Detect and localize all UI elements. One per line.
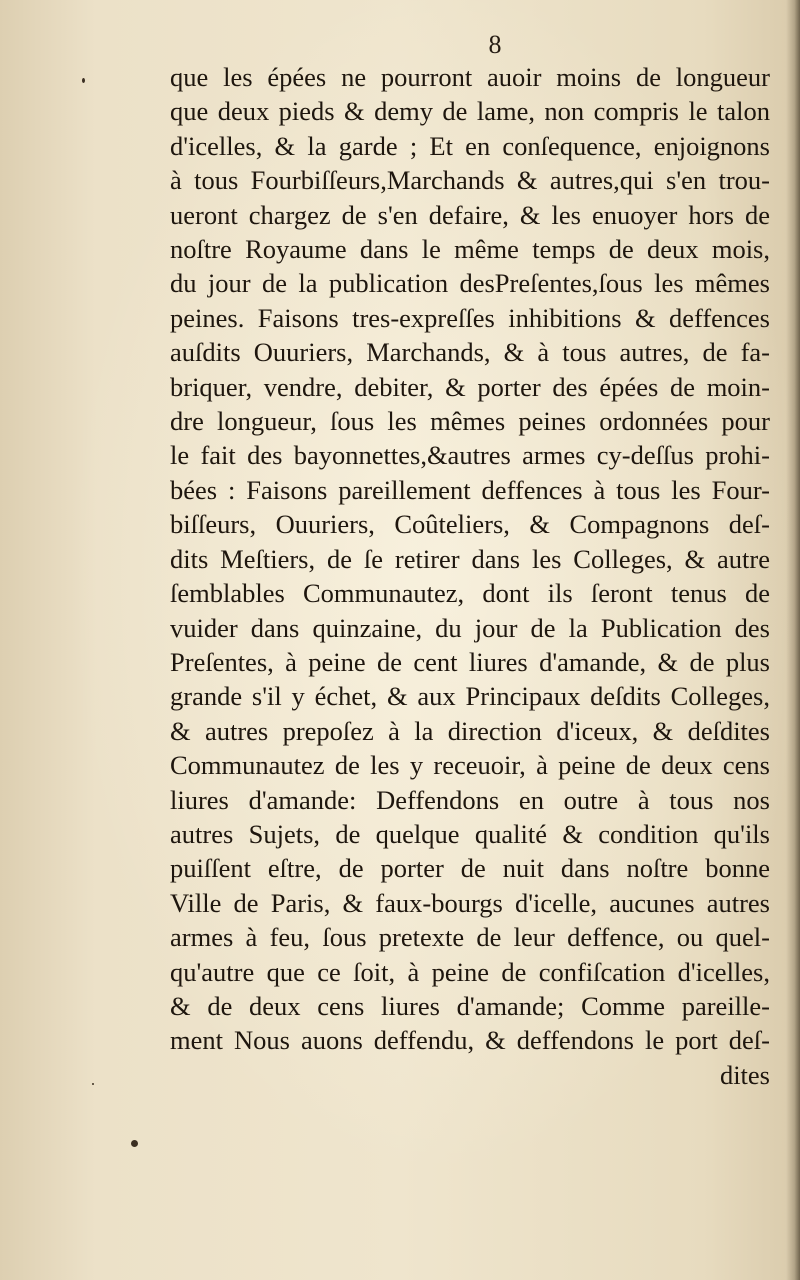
text-line: Communautez de les y receuoir, à peine de deux cens xyxy=(170,750,770,781)
ink-speck xyxy=(82,78,85,83)
text-line: Ville de Paris, & faux-bourgs d'icelle, aucunes autres xyxy=(170,887,770,918)
text-line: le fait des bayonnettes,&autres armes cy-deſſus prohi- xyxy=(170,440,770,471)
text-line: auſdits Ouuriers, Marchands, & à tous autres, de fa- xyxy=(170,337,770,368)
text-line: ment Nous auons deffendu, & deffendons le port deſ- xyxy=(170,1025,770,1056)
ink-speck xyxy=(92,1083,94,1085)
text-line: autres Sujets, de quelque qualité & condition qu'ils xyxy=(170,818,770,849)
text-line: peines. Faisons tres-expreſſes inhibitions & deffences xyxy=(170,302,770,333)
text-line: biſſeurs, Ouuriers, Coûteliers, & Compagnons deſ- xyxy=(170,509,770,540)
text-line: liures d'amande: Deffendons en outre à tous nos xyxy=(170,784,770,815)
text-line: dits Meſtiers, de ſe retirer dans les Colleges, & autre xyxy=(170,543,770,574)
text-line: qu'autre que ce ſoit, à peine de confiſcation d'icelles, xyxy=(170,956,770,987)
text-line: ſemblables Communautez, dont ils ſeront tenus de xyxy=(170,578,770,609)
text-line: à tous Fourbiſſeurs,Marchands & autres,qui s'en trou- xyxy=(170,165,770,196)
text-line: & autres prepoſez à la direction d'iceux, & deſdites xyxy=(170,715,770,746)
text-line: bées : Faisons pareillement deffences à tous les Four- xyxy=(170,474,770,505)
page-edge-shadow xyxy=(786,0,800,1280)
text-line: Preſentes, à peine de cent liures d'amande, & de plus xyxy=(170,646,770,677)
text-line: & de deux cens liures d'amande; Comme pareille- xyxy=(170,990,770,1021)
text-line: noſtre Royaume dans le même temps de deux mois, xyxy=(170,234,770,265)
ink-speck xyxy=(131,1140,138,1147)
text-line: grande s'il y échet, & aux Principaux deſdits Colleges, xyxy=(170,681,770,712)
body-text xyxy=(170,60,770,1092)
text-line: briquer, vendre, debiter, & porter des épées de moin- xyxy=(170,371,770,402)
text-line: ueront chargez de s'en defaire, & les enuoyer hors de xyxy=(170,199,770,230)
text-line: puiſſent eſtre, de porter de nuit dans noſtre bonne xyxy=(170,853,770,884)
text-line: d'icelles, & la garde ; Et en conſequence, enjoignons xyxy=(170,130,770,161)
text-line: que deux pieds & demy de lame, non compris le talon xyxy=(170,96,770,127)
text-line: que les épées ne pourront auoir moins de longueur xyxy=(170,62,770,92)
text-line: du jour de la publication desPreſentes,ſous les mêmes xyxy=(170,268,770,299)
text-line: dre longueur, ſous les mêmes peines ordonnées pour xyxy=(170,406,770,437)
text-line: armes à feu, ſous pretexte de leur deffence, ou quel- xyxy=(170,922,770,953)
page-number: 8 xyxy=(488,30,502,59)
text-line: vuider dans quinzaine, du jour de la Publication des xyxy=(170,612,770,643)
catchword: dites xyxy=(719,1059,770,1090)
